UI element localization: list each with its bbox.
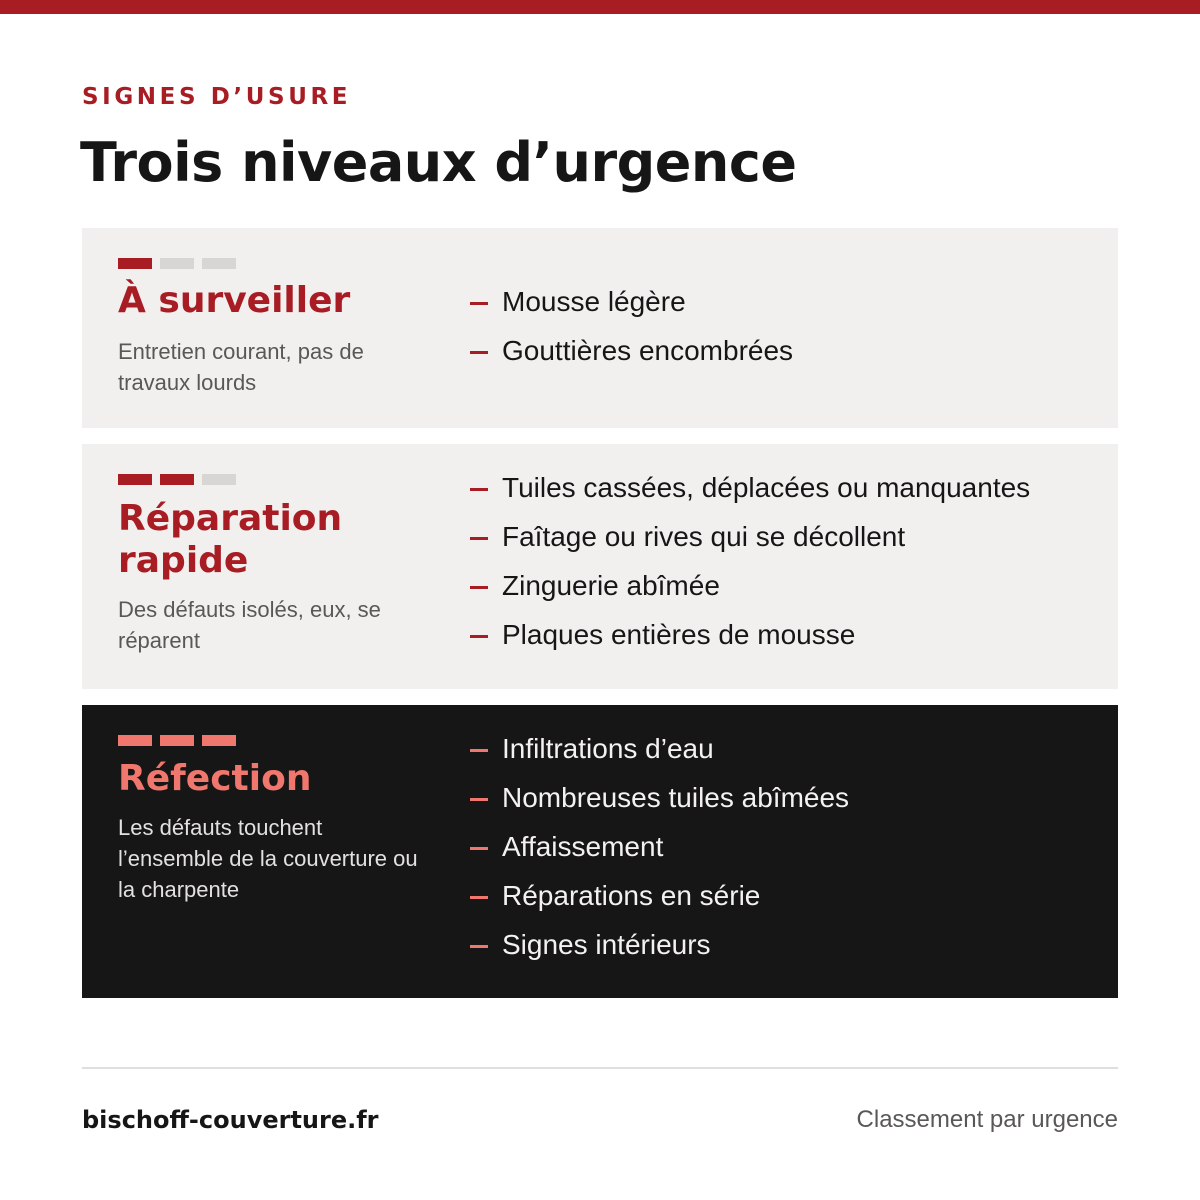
symptom-text: Réparations en série: [502, 880, 761, 911]
site-url: bischoff-couverture.fr: [82, 1106, 379, 1134]
list-item: [470, 468, 1030, 517]
meter-segment-empty: [160, 258, 194, 269]
meter-segment-filled: [118, 474, 152, 485]
symptom-text: Nombreuses tuiles abîmées: [502, 782, 850, 813]
urgency-meter: [118, 474, 236, 485]
symptom-list: [470, 729, 849, 974]
symptom-text: Tuiles cassées, déplacées ou manquantes: [502, 472, 1031, 503]
urgency-card-watch: [82, 228, 1118, 428]
symptom-text: Mousse légère: [502, 286, 686, 317]
dash-bullet-icon: [470, 945, 488, 948]
eyebrow-label: SIGNES D’USURE: [82, 84, 352, 110]
list-item: [470, 778, 849, 827]
meter-segment-filled: [160, 735, 194, 746]
list-item: [470, 827, 849, 876]
symptom-list: [470, 468, 1030, 664]
dash-bullet-icon: [470, 586, 488, 589]
symptom-text: Faîtage ou rives qui se décollent: [502, 521, 906, 552]
symptom-list: [470, 282, 793, 380]
meter-segment-filled: [118, 735, 152, 746]
list-item: [470, 331, 793, 380]
page-title: Trois niveaux d’urgence: [80, 131, 797, 194]
level-description: Entretien courant, pas de travaux lourds: [118, 339, 364, 395]
urgency-meter: [118, 735, 236, 746]
list-item: [470, 615, 1030, 664]
symptom-text: Affaissement: [502, 831, 664, 862]
symptom-text: Infiltrations d’eau: [502, 733, 714, 764]
level-title: Réfection: [118, 758, 312, 799]
meter-segment-empty: [202, 258, 236, 269]
meter-segment-empty: [202, 474, 236, 485]
top-accent-bar: [0, 0, 1200, 14]
dash-bullet-icon: [470, 302, 488, 305]
symptom-text: Plaques entières de mousse: [502, 619, 856, 650]
symptom-text: Zinguerie abîmée: [502, 570, 720, 601]
dash-bullet-icon: [470, 537, 488, 540]
footer-divider: [82, 1067, 1118, 1069]
level-description: Les défauts touchent l’ensemble de la couverture ou la charpente: [118, 815, 418, 902]
dash-bullet-icon: [470, 798, 488, 801]
urgency-meter: [118, 258, 236, 269]
list-item: [470, 282, 793, 331]
meter-segment-filled: [118, 258, 152, 269]
list-item: [470, 729, 849, 778]
dash-bullet-icon: [470, 488, 488, 491]
footer-caption: Classement par urgence: [856, 1106, 1118, 1133]
level-description: Des défauts isolés, eux, se réparent: [118, 597, 381, 653]
level-title: À surveiller: [118, 280, 351, 321]
dash-bullet-icon: [470, 749, 488, 752]
urgency-card-quick-repair: [82, 444, 1118, 689]
list-item: [470, 876, 849, 925]
level-title: Réparation rapide: [118, 498, 343, 581]
dash-bullet-icon: [470, 847, 488, 850]
list-item: [470, 517, 1030, 566]
list-item: [470, 925, 849, 974]
list-item: [470, 566, 1030, 615]
meter-segment-filled: [160, 474, 194, 485]
dash-bullet-icon: [470, 635, 488, 638]
dash-bullet-icon: [470, 351, 488, 354]
symptom-text: Signes intérieurs: [502, 929, 711, 960]
symptom-text: Gouttières encombrées: [502, 335, 794, 366]
urgency-card-overhaul: [82, 705, 1118, 998]
dash-bullet-icon: [470, 896, 488, 899]
meter-segment-filled: [202, 735, 236, 746]
